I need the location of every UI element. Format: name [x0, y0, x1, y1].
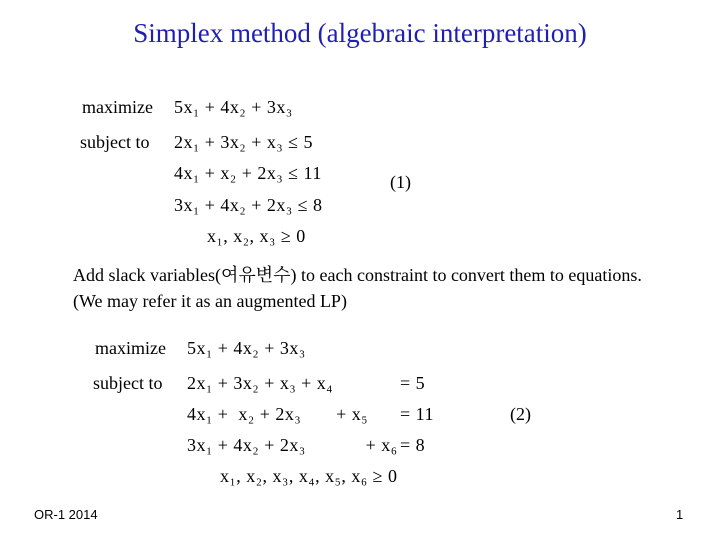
equation-tag: (2) — [510, 404, 531, 424]
augmented-constraint-1-lhs: 2x₁ + 3x₂ + x₃ + x₄ — [187, 373, 334, 393]
slide-title: Simplex method (algebraic interpretation) — [133, 18, 587, 48]
objective-expression: 5x₁ + 4x₂ + 3x₃ — [174, 97, 293, 117]
augmented-constraint-2-rhs: = 11 — [400, 404, 434, 424]
objective-expression: 5x₁ + 4x₂ + 3x₃ — [187, 338, 306, 358]
equation-tag: (1) — [390, 172, 411, 192]
slack-variables-paragraph: Add slack variables(여유변수) to each constraint to convert them to equations. (We may refer it as an augmented LP) — [73, 265, 642, 311]
nonnegativity: x₁, x₂, x₃, x₄, x₅, x₆ ≥ 0 — [220, 466, 398, 486]
augmented-constraint-1-rhs: = 5 — [400, 373, 426, 393]
constraint-2: 4x₁ + x₂ + 2x₃ ≤ 11 — [174, 163, 322, 183]
page-number: 1 — [676, 507, 684, 522]
constraint-3: 3x₁ + 4x₂ + 2x₃ ≤ 8 — [174, 195, 323, 215]
augmented-constraint-3-lhs: 3x₁ + 4x₂ + 2x₃ + x₆ — [187, 435, 398, 455]
footer-course-label: OR-1 2014 — [34, 507, 98, 522]
subject-to-label: subject to — [80, 132, 150, 152]
subject-to-label: subject to — [93, 373, 163, 393]
maximize-label: maximize — [95, 338, 166, 358]
augmented-constraint-3-rhs: = 8 — [400, 435, 426, 455]
augmented-constraint-2-lhs: 4x₁ + x₂ + 2x₃ + x₅ — [187, 404, 369, 424]
constraint-1: 2x₁ + 3x₂ + x₃ ≤ 5 — [174, 132, 314, 152]
nonnegativity: x₁, x₂, x₃ ≥ 0 — [207, 226, 306, 246]
maximize-label: maximize — [82, 97, 153, 117]
